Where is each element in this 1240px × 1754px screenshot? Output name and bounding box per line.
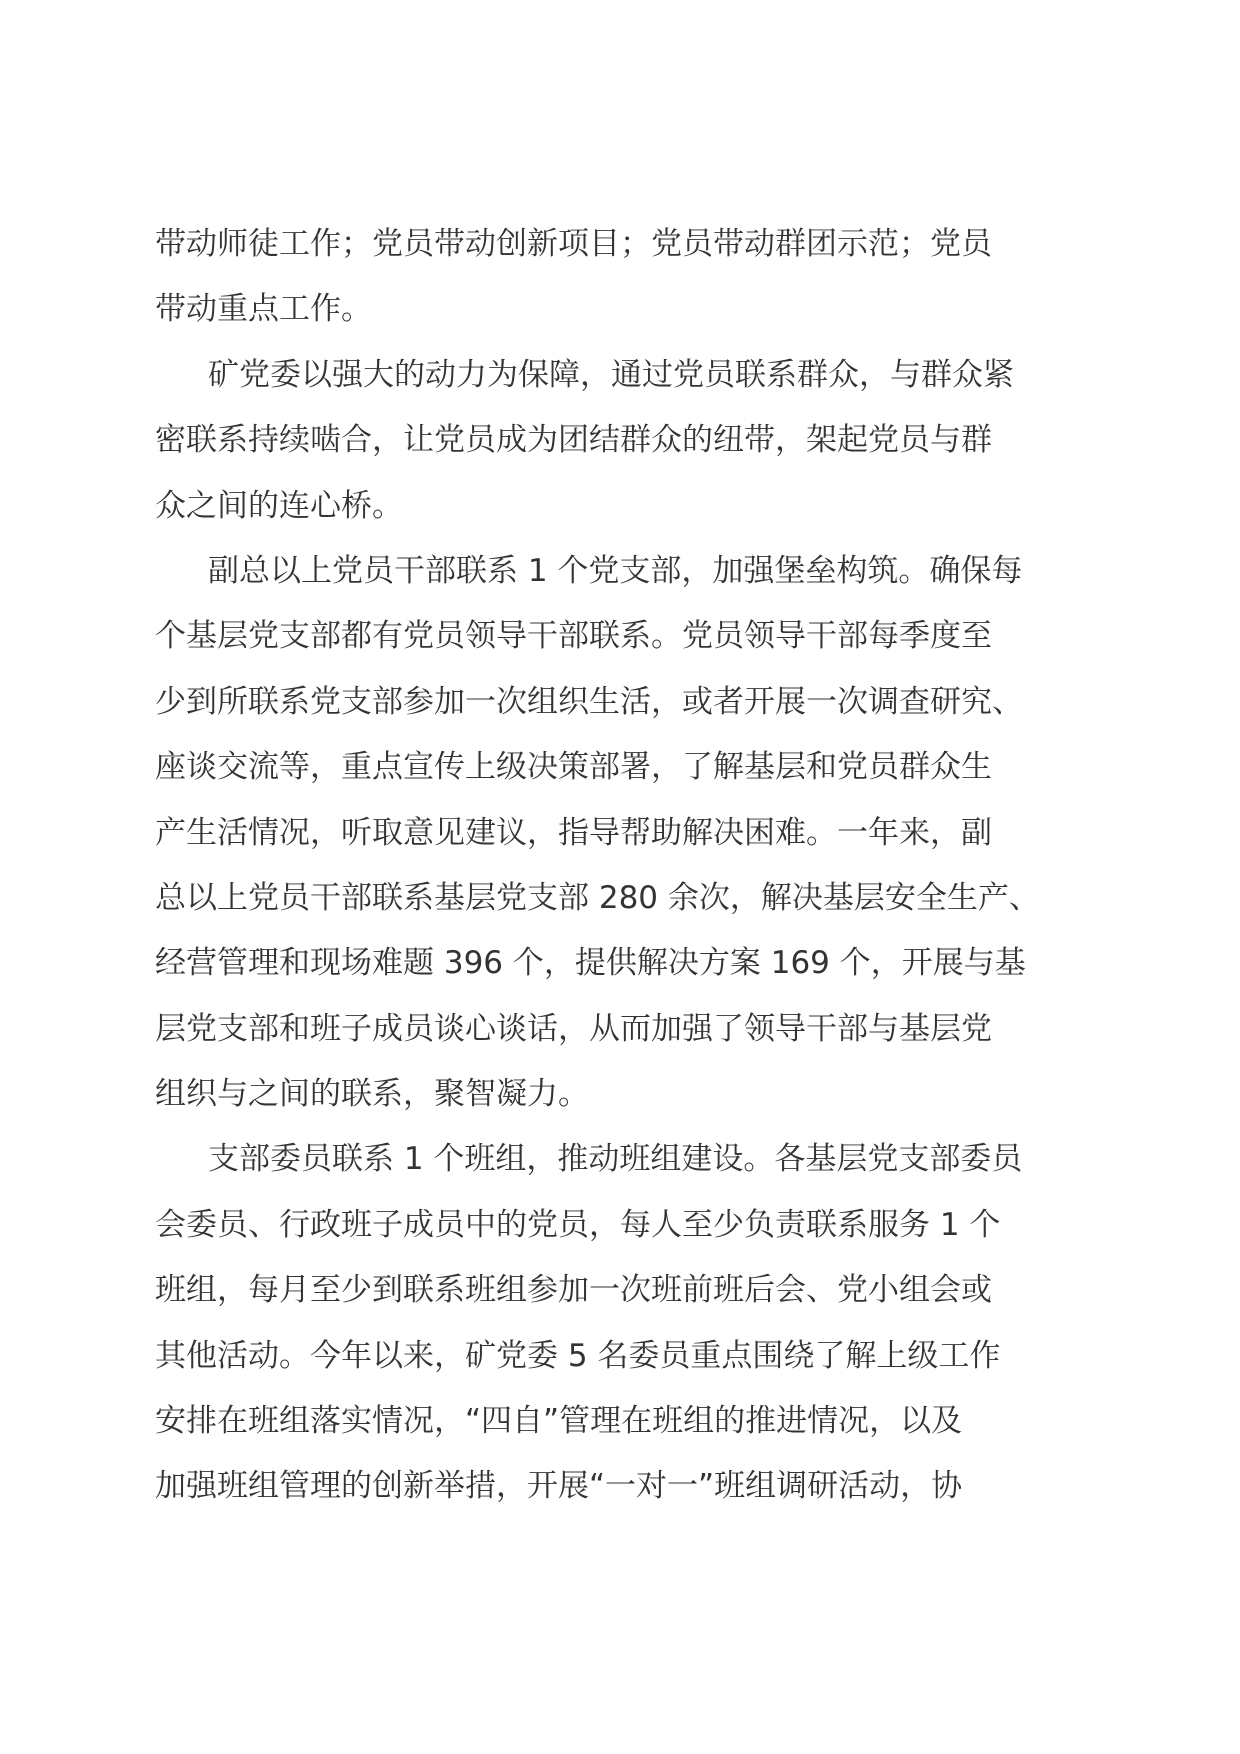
text-line: 安排在班组落实情况，“四自”管理在班组的推进情况，以及 bbox=[155, 1403, 963, 1440]
text-line: 个基层党支部都有党员领导干部联系。党员领导干部每季度至 bbox=[155, 618, 992, 655]
text-line: 众之间的连心桥。 bbox=[155, 487, 403, 524]
text-line: 产生活情况，听取意见建议，指导帮助解决困难。一年来，副 bbox=[155, 814, 992, 851]
text-line: 总以上党员干部联系基层党支部 280 余次，解决基层安全生产、 bbox=[155, 879, 1040, 916]
text-line: 经营管理和现场难题 396 个，提供解决方案 169 个，开展与基 bbox=[155, 945, 1026, 982]
text-line: 加强班组管理的创新举措，开展“一对一”班组调研活动，协 bbox=[155, 1468, 963, 1505]
text-line: 班组，每月至少到联系班组参加一次班前班后会、党小组会或 bbox=[155, 1272, 992, 1309]
text-line: 会委员、行政班子成员中的党员，每人至少负责联系服务 1 个 bbox=[155, 1206, 1001, 1243]
body-text bbox=[155, 212, 1095, 1520]
paragraph-start-line: 矿党委以强大的动力为保障，通过党员联系群众，与群众紧 bbox=[208, 356, 1014, 393]
text-line: 座谈交流等，重点宣传上级决策部署，了解基层和党员群众生 bbox=[155, 749, 992, 786]
text-line: 少到所联系党支部参加一次组织生活，或者开展一次调查研究、 bbox=[155, 683, 1023, 720]
text-line: 其他活动。今年以来，矿党委 5 名委员重点围绕了解上级工作 bbox=[155, 1337, 1001, 1374]
paragraph-start-line: 支部委员联系 1 个班组，推动班组建设。各基层党支部委员 bbox=[208, 1141, 1023, 1178]
text-line: 层党支部和班子成员谈心谈话，从而加强了领导干部与基层党 bbox=[155, 1010, 992, 1047]
paragraph-start-line: 副总以上党员干部联系 1 个党支部，加强堡垒构筑。确保每 bbox=[208, 552, 1023, 589]
text-line: 带动重点工作。 bbox=[155, 291, 372, 328]
text-line: 带动师徒工作；党员带动创新项目；党员带动群团示范；党员 bbox=[155, 226, 992, 262]
text-line: 组织与之间的联系，聚智凝力。 bbox=[155, 1076, 589, 1113]
text-line: 密联系持续啮合，让党员成为团结群众的纽带，架起党员与群 bbox=[155, 422, 992, 459]
